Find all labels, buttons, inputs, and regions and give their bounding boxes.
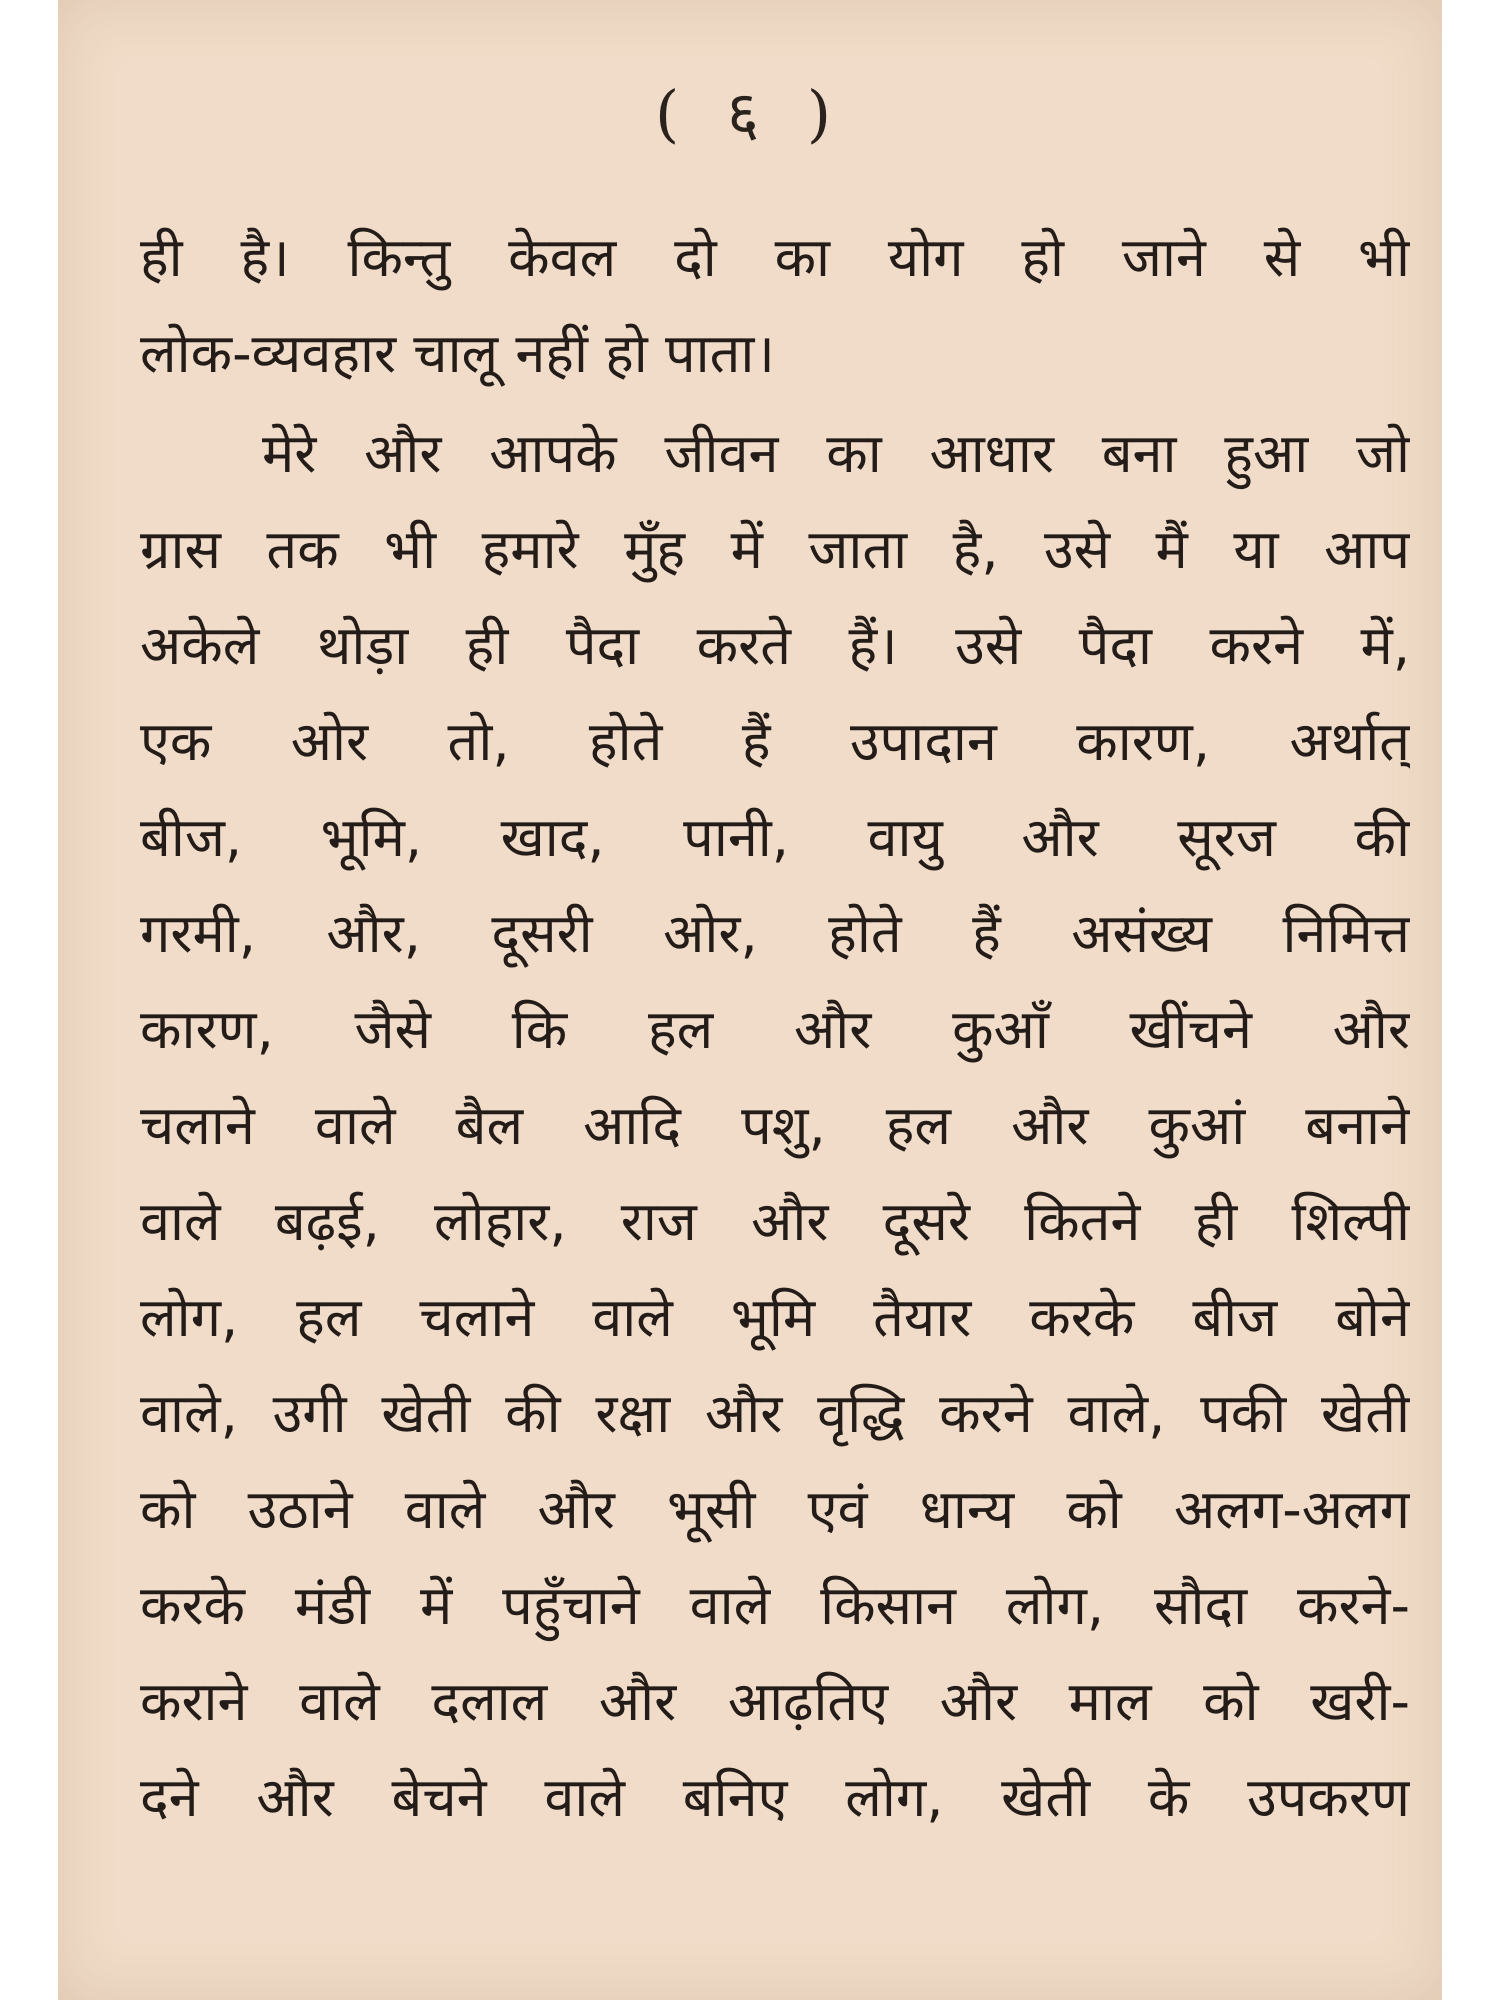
book-page	[58, 0, 1442, 2000]
text-line: गरमी, और, दूसरी ओर, होते हैं असंख्य निमित्त	[140, 902, 1410, 965]
text-line: एक ओर तो, होते हैं उपादान कारण, अर्थात्	[140, 710, 1410, 773]
text-line: बीज, भूमि, खाद, पानी, वायु और सूरज की	[140, 806, 1410, 869]
text-line: लोग, हल चलाने वाले भूमि तैयार करके बीज बोने	[140, 1286, 1410, 1349]
text-line: वाले बढ़ई, लोहार, राज और दूसरे कितने ही शिल्पी	[140, 1190, 1410, 1253]
text-line: ग्रास तक भी हमारे मुँह में जाता है, उसे मैं या आप	[140, 518, 1410, 581]
text-line: वाले, उगी खेती की रक्षा और वृद्धि करने वाले, पकी खेती	[140, 1382, 1410, 1445]
page-number: ( ६ )	[654, 77, 846, 150]
body-text	[140, 210, 1410, 1846]
text-line: अकेले थोड़ा ही पैदा करते हैं। उसे पैदा करने में,	[140, 614, 1410, 677]
text-line: कारण, जैसे कि हल और कुआँ खींचने और	[140, 998, 1410, 1061]
paragraph-1	[140, 210, 1410, 402]
text-line: ही है। किन्तु केवल दो का योग हो जाने से भी	[140, 226, 1410, 289]
text-line: को उठाने वाले और भूसी एवं धान्य को अलग-अलग	[140, 1478, 1410, 1541]
text-line: दने और बेचने वाले बनिए लोग, खेती के उपकरण	[140, 1766, 1410, 1829]
text-line: कराने वाले दलाल और आढ़तिए और माल को खरी-	[140, 1670, 1410, 1733]
text-line: करके मंडी में पहुँचाने वाले किसान लोग, सौदा करने-	[140, 1574, 1410, 1637]
text-line: लोक-व्यवहार चालू नहीं हो पाता।	[140, 322, 775, 385]
text-line: मेरे और आपके जीवन का आधार बना हुआ जो	[262, 422, 1410, 485]
paragraph-2	[140, 406, 1410, 1846]
text-line: चलाने वाले बैल आदि पशु, हल और कुआं बनाने	[140, 1094, 1410, 1157]
